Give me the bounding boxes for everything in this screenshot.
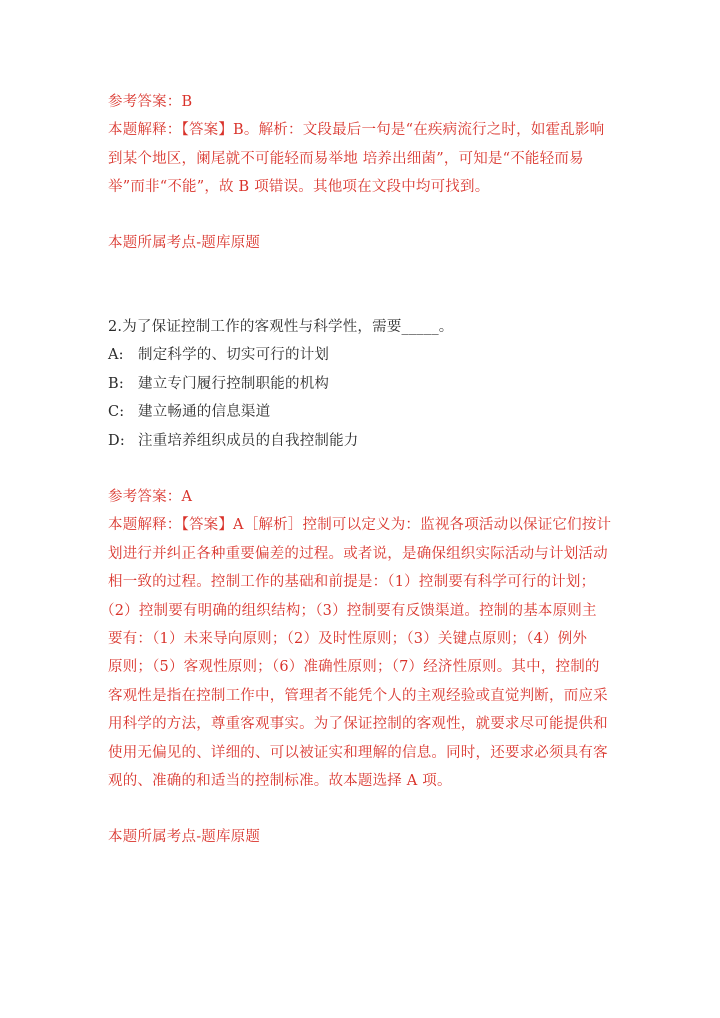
- q2-explanation-line: （2）控制要有明确的组织结构；（3）控制要有反馈渠道。控制的基本原则主: [100, 603, 597, 619]
- q2-explanation-line: 划进行并纠正各种重要偏差的过程。或者说，是确保组织实际活动与计划活动: [108, 546, 608, 562]
- q2-option-b: [108, 374, 618, 394]
- q2-answer-line: 参考答案：A: [108, 489, 193, 505]
- q1-explanation-line: 举”而非“不能”，故 B 项错误。其他项在文段中均可找到。: [108, 179, 490, 195]
- option-text: 制定科学的、切实可行的计划: [138, 347, 330, 363]
- q2-explanation-line: 相一致的过程。控制工作的基础和前提是：（1）控制要有科学可行的计划；: [108, 574, 596, 590]
- q2-option-d: [108, 431, 618, 451]
- option-label: C:: [108, 404, 125, 420]
- option-text: 建立畅通的信息渠道: [138, 404, 271, 420]
- q1-explanation-line: 到某个地区，阑尾就不可能轻而易举地 培养出细菌”，可知是“不能轻而易: [108, 151, 584, 167]
- option-label: A:: [108, 347, 124, 363]
- option-label: B:: [108, 376, 124, 392]
- q2-question: 2.为了保证控制工作的客观性与科学性，需要_____。: [108, 319, 454, 335]
- q2-explanation-line: 要有：（1）未来导向原则；（2）及时性原则；（3）关键点原则；（4）例外: [108, 631, 588, 647]
- q1-source: 本题所属考点-题库原题: [108, 235, 261, 251]
- q2-explanation-line: 观的、准确的和适当的控制标准。故本题选择 A 项。: [108, 773, 452, 789]
- q2-explanation-line: 客观性是指在控制工作中，管理者不能凭个人的主观经验或直觉判断，而应采: [108, 688, 608, 704]
- q1-explanation-line: 本题解释：【答案】B。解析：文段最后一句是“在疾病流行之时，如霍乱影响: [108, 122, 605, 138]
- q2-source: 本题所属考点-题库原题: [108, 829, 261, 845]
- option-text: 建立专门履行控制职能的机构: [138, 376, 330, 392]
- q1-answer-line: 参考答案：B: [108, 94, 193, 110]
- option-label: D:: [108, 433, 125, 449]
- q2-explanation-line: 原则；（5）客观性原则；（6）准确性原则；（7）经济性原则。其中，控制的: [108, 659, 600, 675]
- q2-explanation-line: 使用无偏见的、详细的、可以被证实和理解的信息。同时，还要求必须具有客: [108, 745, 608, 761]
- q2-option-a: [108, 345, 618, 365]
- option-text: 注重培养组织成员的自我控制能力: [138, 433, 359, 449]
- q2-explanation-line: 用科学的方法，尊重客观事实。为了保证控制的客观性，就要求尽可能提供和: [108, 716, 608, 732]
- q2-option-c: [108, 402, 618, 422]
- q2-explanation-line: 本题解释：【答案】A［解析］控制可以定义为：监视各项活动以保证它们按计: [108, 517, 612, 533]
